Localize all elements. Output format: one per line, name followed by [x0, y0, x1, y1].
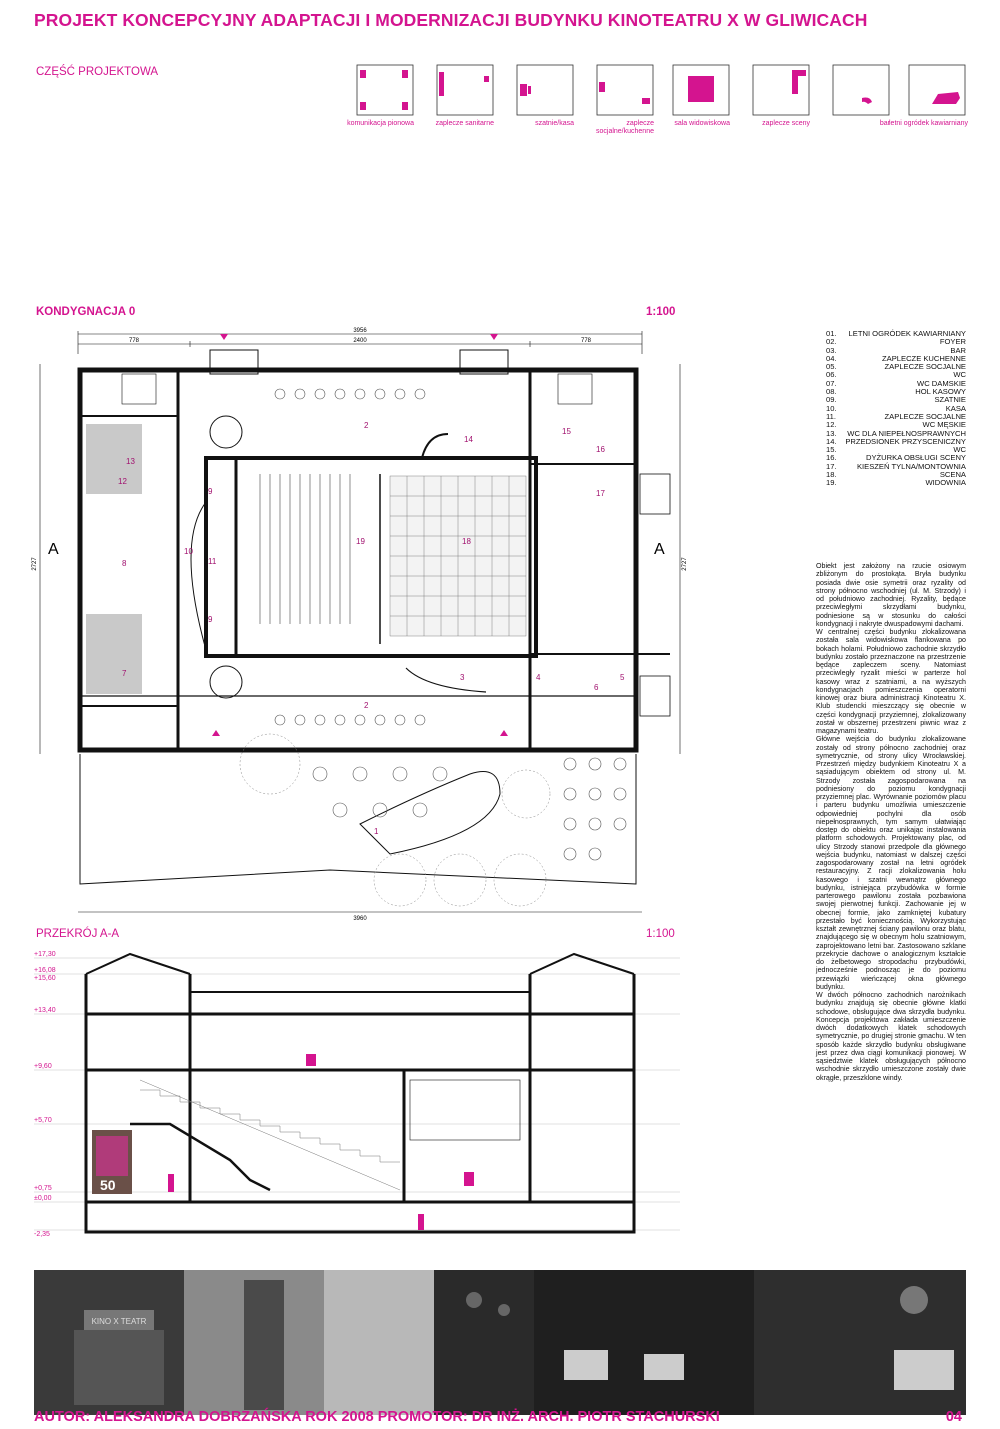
- room-7: 7: [122, 669, 127, 678]
- plan-title: KONDYGNACJA 0: [36, 306, 136, 318]
- room-16: 16: [596, 445, 605, 454]
- room-14: 14: [464, 435, 473, 444]
- function-thumb-5: [672, 64, 730, 144]
- wc-zone-lower: [86, 614, 142, 694]
- room-12: 12: [118, 477, 127, 486]
- function-label-1: komunikacja pionowa: [347, 120, 414, 127]
- level-label: +16,08: [34, 967, 56, 974]
- level-label: +0,75: [34, 1185, 52, 1192]
- room-1: 1: [374, 827, 379, 836]
- audience-seats: [260, 474, 350, 624]
- human-figures: [168, 1054, 474, 1230]
- function-thumb-8: [889, 64, 968, 144]
- legend-row: 02. FOYER: [826, 337, 966, 347]
- legend-row: 09. SZATNIE: [826, 395, 966, 405]
- legend-row: 05. ZAPLECZE SOCJALNE: [826, 362, 966, 372]
- room-9a: 9: [208, 487, 213, 496]
- poster-text: 50: [100, 1177, 116, 1193]
- room-3: 3: [460, 673, 465, 682]
- description-paragraph: W dwóch północno zachodnich narożnikach budynku znajdują się obecnie główne klatki schodowe, obsługujące dwa skrzydła budynku. Koncepcja projektowa zakłada umieszczenie dwóch dodatkowych klatek schodowych symetrycznie, po drugiej stronie gmachu. W ten sposób każde skrzydło budynku obsługiwane jest przez dwa ciągi komunikacji pionowej. W sąsiedztwie klatek obsługujących północno wschodnie skrzydło umieszczone zostały dwie okrągłe, przeszklone windy.: [816, 991, 966, 1082]
- photo-5: [534, 1270, 754, 1415]
- legend-row: 17. KIESZEŃ TYLNA/MONTOWNIA: [826, 461, 966, 471]
- function-thumb-6: [752, 64, 810, 144]
- function-thumb-2: [436, 64, 494, 144]
- dim-top: 3956: [353, 328, 367, 334]
- function-label-2: zaplecze sanitarne: [435, 120, 494, 127]
- description-paragraph: W centralnej części budynku zlokalizowana została sala widowiskowa flankowana po bokach holami. Południowo zachodnie skrzydło budynku zostało przeznaczone na przestrzenie będące zapleczem sceny. Natomiast przeciwległy ryzalit mieści w parterze hol kasowy wraz z szatniami, a na wyższych kondygnacjach pomieszczenia operatorni kinowej oraz biura administracji Kinoteatru X. Klub studencki mieszczący się obecnie w części kondygnacji przyziemnej, zlokalizowany został w obszernej przestrzeni piwnic wraz z magazynami teatru.: [816, 628, 966, 735]
- photo-1-building: [74, 1330, 164, 1405]
- page-title: PROJEKT KONCEPCYJNY ADAPTACJI I MODERNIZACJI BUDYNKU KINOTEATRU X W GLIWICACH: [34, 10, 868, 30]
- function-thumb-3: [516, 64, 574, 144]
- function-label-4: zaplecze socjalne/kuchenne: [596, 120, 654, 135]
- terrace-trees: [240, 734, 550, 906]
- cinema-poster: [92, 1130, 132, 1194]
- level-label: +17,30: [34, 951, 56, 958]
- function-thumb-1: [347, 64, 414, 144]
- function-label-5: sala widowiskowa: [674, 120, 730, 127]
- page-number: 04: [945, 1409, 962, 1425]
- legend-row: 04. ZAPLECZE KUCHENNE: [826, 353, 966, 363]
- section-mark-left: A: [48, 541, 59, 558]
- function-label-8: letni ogródek kawiarniany: [889, 120, 968, 127]
- legend-row: 11. ZAPLECZE SOCJALNE: [826, 411, 966, 421]
- level-label: +5,70: [34, 1117, 52, 1124]
- section-title: PRZEKRÓJ A-A: [36, 928, 120, 940]
- level-label: +13,40: [34, 1007, 56, 1014]
- dim-right-seg: 778: [580, 338, 592, 344]
- room-15: 15: [562, 427, 571, 436]
- function-label-7: bar: [879, 120, 890, 127]
- level-label: +9,60: [34, 1063, 52, 1070]
- photo-3: [324, 1270, 434, 1415]
- function-thumb-7: [832, 64, 890, 144]
- room-18: 18: [462, 537, 471, 546]
- photo-strip: [34, 1270, 966, 1415]
- legend-row: 19. WIDOWNIA: [826, 478, 966, 488]
- legend-row: 12. WC MĘSKIE: [826, 420, 966, 430]
- room-9b: 9: [208, 615, 213, 624]
- level-label: ±0,00: [34, 1195, 52, 1202]
- function-label-6: zaplecze sceny: [762, 120, 810, 127]
- dim-left-seg: 778: [128, 338, 140, 344]
- room-8: 8: [122, 559, 127, 568]
- legend-row: 14. PRZEDSIONEK PRZYSCENICZNY: [826, 436, 966, 446]
- section-drawing: [30, 940, 690, 1240]
- dim-side-right: 2727: [682, 557, 688, 571]
- room-2a: 2: [364, 421, 369, 430]
- legend-row: 07. WC DAMSKIE: [826, 378, 966, 388]
- legend-row: 16. DYŻURKA OBSŁUGI SCENY: [826, 453, 966, 463]
- room-10: 10: [184, 547, 193, 556]
- legend-row: 08. HOL KASOWY: [826, 387, 966, 397]
- description-paragraph: Obiekt jest założony na rzucie osiowym zbliżonym do prostokąta. Bryła budynku posiada dwie osie symetrii oraz ryzality od strony północno wschodniej (ul. M. Strzody) i od południowo zachodniej. Ryzality, będące przeciwległymi skrzydłami budynku, podniesione są w stosunku do całości kondygnacji i nakryte dwuspadowymi dachami.: [816, 562, 966, 628]
- legend-row: 15. WC: [826, 445, 966, 455]
- photo-4: [434, 1270, 534, 1415]
- legend-row: 13. WC DLA NIEPEŁNOSPRAWNYCH: [826, 428, 966, 438]
- room-legend: [826, 330, 966, 488]
- page-subtitle: CZĘŚĆ PROJEKTOWA: [36, 66, 159, 78]
- legend-row: 18. SCENA: [826, 470, 966, 480]
- room-4: 4: [536, 673, 541, 682]
- section-mark-right: A: [654, 541, 665, 558]
- dim-mid-seg: 2400: [353, 338, 367, 344]
- footer: [34, 1409, 966, 1427]
- dim-side-left: 2727: [32, 557, 38, 571]
- stage-grid: [390, 476, 526, 636]
- legend-row: 06. WC: [826, 370, 966, 380]
- description-paragraph: Główne wejścia do budynku zlokalizowane zostały od strony północno zachodniej oraz symetrycznie, od strony ulicy Wrocławskiej. Przestrzeń między budynkiem Kinoteatru X a sąsiadującym obiektem od strony ul. M. Strzody została zagospodarowana na podniesiony do poziomu kondygnacji przyziemnej plac. Wyrównanie poziomów placu i parteru budynku umożliwia umieszczenie odpowiedniej pochylni dla osób niepełnosprawnych, tym samym ułatwiając dostęp do obiektu oraz unikając instalowania platform schodowych. Projektowany plac, od ulicy Strzody stanowi przedpole dla głównego wejścia budynku, natomiast w dalszej części zagospodarowany został na letni ogródek restauracyjny. Z racji zlokalizowania holu kasowego i szatni wewnątrz głównego budynku, istniejąca przybudówka w formie parterowego pawilonu została pozbawiona swojej pierwotnej funkcji. Zachowanie jej w obecnej formie, jako zamkniętej kubatury przestało być koniecznością. Wykorzystując kształt zewnętrznej ściany pawilonu oraz blatu, znajdującego się w obecnym holu szatniowym, zaprojektowano letni bar. Zastosowano szklane przekrycie dachowe o analogicznym kształcie do żelbetowego stropodachu przybudówki, jednocześnie podnosząc je do poziomu przewiązki wieńczącej okna głównego budynku.: [816, 735, 966, 991]
- room-17: 17: [596, 489, 605, 498]
- room-11: 11: [208, 557, 217, 566]
- function-thumb-4: [596, 64, 654, 144]
- section-scale: 1:100: [646, 928, 675, 940]
- level-label: +15,60: [34, 975, 56, 982]
- project-description: [816, 562, 966, 1082]
- function-label-3: szatnie/kasa: [535, 120, 574, 127]
- photo-6: [754, 1270, 966, 1415]
- room-5: 5: [620, 673, 625, 682]
- plan-scale: 1:100: [646, 306, 676, 318]
- room-13: 13: [126, 457, 135, 466]
- legend-row: 10. KASA: [826, 403, 966, 413]
- photo-collage: [34, 1270, 966, 1415]
- footer-author: AUTOR: ALEKSANDRA DOBRZAŃSKA ROK 2008 PROMOTOR: DR INŻ. ARCH. PIOTR STACHURSKI: [34, 1409, 720, 1425]
- room-6: 6: [594, 683, 599, 692]
- room-19: 19: [356, 537, 365, 546]
- level-label: -2,35: [34, 1231, 50, 1238]
- floor-plan: [30, 324, 690, 924]
- legend-row: 03. BAR: [826, 345, 966, 355]
- function-diagrams: [347, 64, 972, 144]
- room-2b: 2: [364, 701, 369, 710]
- dim-bottom: 3960: [353, 916, 367, 922]
- legend-row: 01. LETNI OGRÓDEK KAWIARNIANY: [826, 329, 966, 338]
- photo-1-sign: KINO X TEATR: [91, 1317, 147, 1326]
